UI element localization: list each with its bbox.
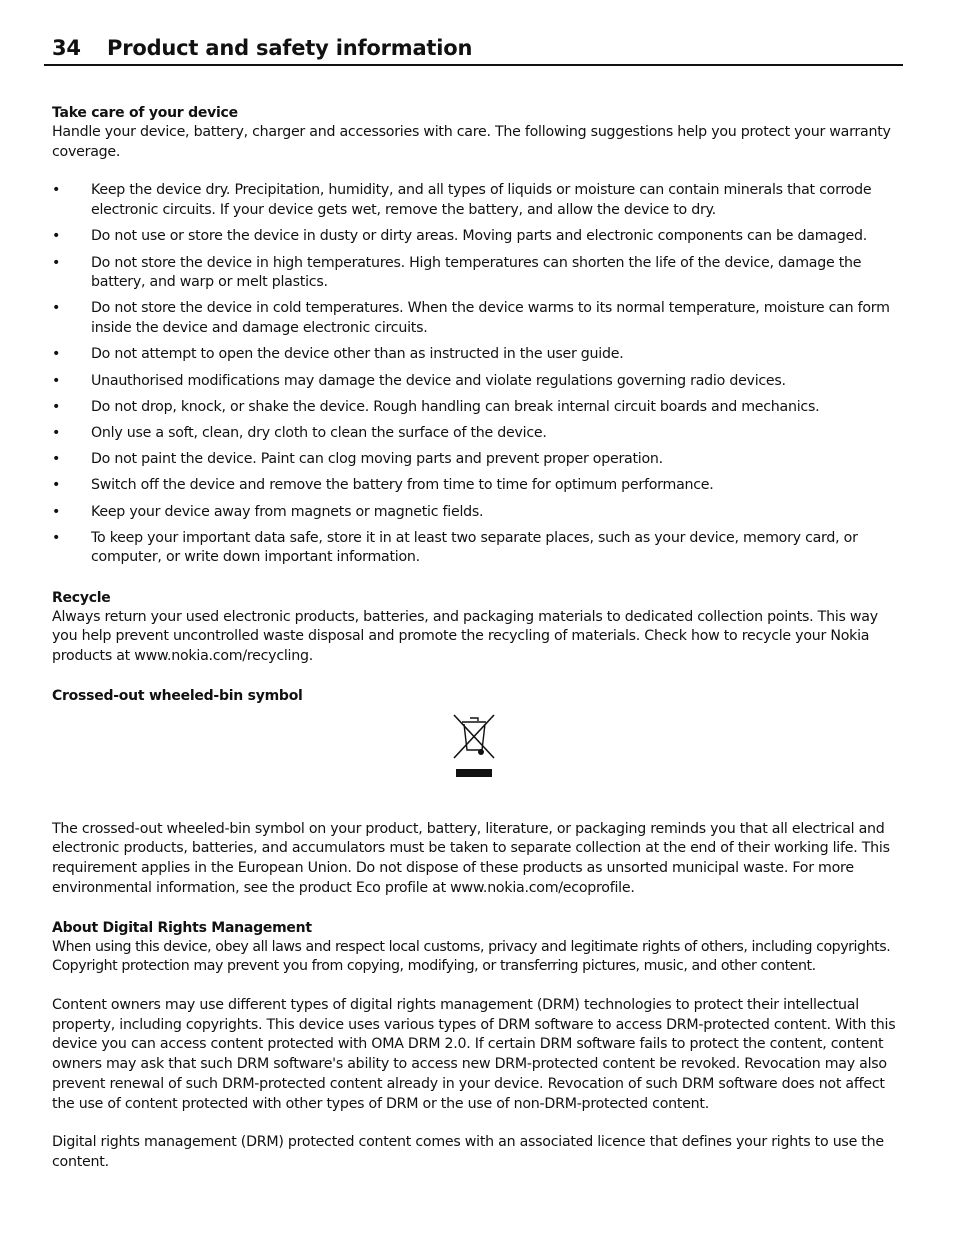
take-care-intro: Handle your device, battery, charger and accessories with care. The following suggestions help you protect your warranty coverage.: [52, 124, 891, 160]
spacer: [52, 1114, 902, 1133]
list-item-text: Do not attempt to open the device other than as instructed in the user guide.: [91, 346, 624, 363]
page-content: [52, 103, 902, 1173]
list-item: [52, 424, 902, 444]
list-item-text: Do not paint the device. Paint can clog moving parts and prevent proper operation.: [91, 451, 663, 468]
section-heading-take-care: Take care of your device: [52, 105, 238, 121]
recycle-text: Always return your used electronic products, batteries, and packaging materials to dedicated collection points. This way you help prevent uncontrolled waste disposal and promote the recycling of materials. Check how to recycle your Nokia products at www.nokia.com/recycling.: [52, 608, 878, 665]
spacer: [52, 162, 902, 181]
list-item-text: Do not use or store the device in dusty or dirty areas. Moving parts and electronic components can be damaged.: [91, 228, 867, 245]
section-heading-bin-symbol: Crossed-out wheeled-bin symbol: [52, 687, 303, 704]
list-item: [52, 503, 902, 523]
list-item: [52, 450, 902, 470]
list-item: [52, 181, 902, 220]
list-item-text: Only use a soft, clean, dry cloth to clean the surface of the device.: [91, 424, 547, 441]
bullet-dot: •: [52, 228, 61, 245]
list-item-text: Keep your device away from magnets or magnetic fields.: [91, 503, 484, 520]
list-item: [52, 345, 902, 365]
page-header: [44, 34, 903, 66]
bin-symbol-figure: [52, 712, 902, 812]
spacer: [52, 575, 902, 588]
list-item-text: To keep your important data safe, store it in at least two separate places, such as your device, memory card, or computer, or write down important information.: [91, 529, 858, 566]
list-item-text: Unauthorised modifications may damage the device and violate regulations governing radio devices.: [91, 372, 786, 389]
bullet-dot: •: [52, 182, 61, 199]
page-title: Product and safety information: [107, 36, 473, 60]
section-heading-drm: About Digital Rights Management: [52, 919, 312, 936]
list-item: [52, 372, 902, 392]
page-number: 34: [52, 36, 81, 60]
list-item-text: Do not store the device in high temperatures. High temperatures can shorten the life of the device, damage the battery, and warp or melt plastics.: [91, 254, 862, 291]
list-item-text: Switch off the device and remove the battery from time to time for optimum performance.: [91, 477, 714, 494]
list-item: [52, 476, 902, 496]
bullet-dot: •: [52, 372, 61, 389]
drm-paragraph: Digital rights management (DRM) protected content comes with an associated licence that defines your rights to use the content.: [52, 1134, 884, 1170]
drm-paragraph: Content owners may use different types of digital rights management (DRM) technologies to protect their intellectual property, including copyrights. This device uses various types of DRM software to access DRM-protected content. With this device you can access content protected with OMA DRM 2.0. If certain DRM software fails to protect the content, content owners may ask that such DRM software's ability to access new DRM-protected content be revoked. Revocation may also prevent renewal of such DRM-protected content already in your device. Revocation of such DRM software does not affect the use of content protected with other types of DRM or the use of non-DRM-protected content.: [52, 996, 896, 1112]
bin-symbol-text: The crossed-out wheeled-bin symbol on your product, battery, literature, or packaging reminds you that all electrical and electronic products, batteries, and accumulators must be taken to separate collection at the end of their working life. This requirement applies in the European Union. Do not dispose of these products as unsorted municipal waste. For more environmental information, see the product Eco profile at www.nokia.com/ecoprofile.: [52, 820, 890, 896]
list-item: [52, 299, 902, 338]
list-item: [52, 529, 902, 568]
list-item: [52, 254, 902, 293]
bullet-dot: •: [52, 477, 61, 494]
list-item: [52, 227, 902, 247]
bullet-dot: •: [52, 254, 61, 271]
list-item: [52, 398, 902, 418]
spacer: [52, 977, 902, 996]
list-item-text: Do not store the device in cold temperatures. When the device warms to its normal temperature, moisture can form inside the device and damage electronic circuits.: [91, 300, 890, 337]
bullet-dot: •: [52, 529, 61, 546]
bullet-dot: •: [52, 346, 61, 363]
section-heading-recycle: Recycle: [52, 589, 111, 606]
bullet-dot: •: [52, 503, 61, 520]
care-bullet-list: [52, 181, 902, 568]
bullet-dot: •: [52, 398, 61, 415]
drm-paragraph: When using this device, obey all laws and respect local customs, privacy and legitimate rights of others, including copyrights. Copyright protection may prevent you from copying, modifying, or transferring pictures, music, and other content.: [52, 938, 891, 975]
crossed-out-wheeled-bin-icon: [451, 712, 497, 788]
bullet-dot: •: [52, 424, 61, 441]
spacer: [52, 899, 902, 918]
bullet-dot: •: [52, 300, 61, 317]
list-item-text: Do not drop, knock, or shake the device. Rough handling can break internal circuit boards and mechanics.: [91, 398, 820, 415]
spacer: [52, 667, 902, 686]
bullet-dot: •: [52, 451, 61, 468]
list-item-text: Keep the device dry. Precipitation, humidity, and all types of liquids or moisture can contain minerals that corrode electronic circuits. If your device gets wet, remove the battery, and allow the device to dry.: [91, 182, 872, 219]
